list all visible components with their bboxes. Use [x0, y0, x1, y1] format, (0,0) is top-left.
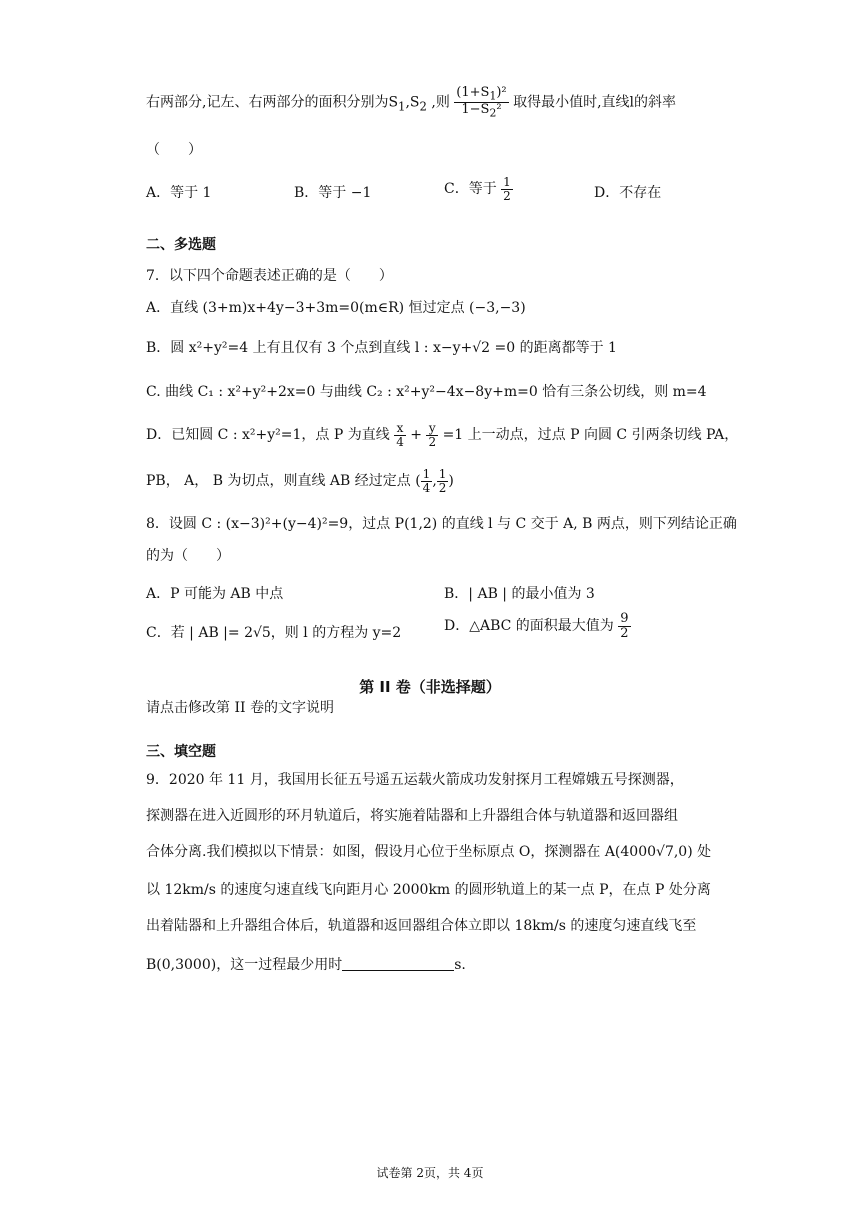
part2-title: 第 II 卷（非选择题） [359, 678, 501, 696]
q7-stem: 7．以下四个命题表述正确的是（ ） [146, 268, 393, 284]
q8-option-a: A．P 可能为 AB 中点 [146, 586, 284, 602]
q7-d-frac2-num: y [426, 422, 438, 436]
q9-line3: 合体分离.我们模拟以下情景：如图，假设月心位于坐标原点 O，探测器在 A(4000√7,0) 处 [146, 844, 712, 860]
q6-option-c-den: 2 [503, 188, 511, 203]
q9-line6-post: s. [454, 957, 466, 973]
q6-frac-num-tail: )² [496, 85, 507, 100]
q7-d-point2-num: 1 [438, 467, 447, 481]
q6-stem-pre: 右两部分,记左、右两部分的面积分别为S [146, 94, 399, 111]
q8-option-b: B．| AB | 的最小值为 3 [444, 586, 595, 602]
q9-answer-blank[interactable] [342, 956, 454, 971]
q6-option-c-num: 1 [503, 175, 511, 189]
q9-line6-pre: B(0,3000)，这一过程最少用时 [146, 957, 343, 973]
q7-d-plus: + [410, 427, 423, 444]
q7-d-point2-den: 2 [438, 480, 447, 495]
q6-option-b: B．等于 −1 [294, 185, 372, 201]
q9-line4: 以 12km/s 的速度匀速直线飞向距月心 2000km 的圆形轨道上的某一点 P，在点 P 处分离 [146, 882, 711, 898]
q7-option-a: A．直线 (3+m)x+4y−3+3m=0(m∈R) 恒过定点 (−3,−3) [146, 300, 526, 316]
q6-option-a: A．等于 1 [146, 185, 212, 201]
q8-option-d-label: D．△ABC 的面积最大值为 [444, 618, 614, 635]
q7-option-b: B．圆 x²+y²=4 上有且仅有 3 个点到直线 l : x−y+√2 =0 的距离都等于 1 [146, 340, 617, 356]
q8-stem-line2: 的为（ ） [146, 548, 230, 564]
q7-d-point1-den: 4 [422, 480, 431, 495]
q8-option-d-fraction [618, 612, 630, 640]
q7-d-point2 [437, 468, 449, 494]
q6-stem-mid2: ,则 [426, 94, 450, 111]
q7-d-frac2-den: 2 [428, 434, 437, 449]
q7-d-point1-num: 1 [422, 467, 431, 481]
q6-option-d: D．不存在 [594, 185, 662, 201]
q6-option-c-fraction [501, 176, 513, 202]
section2-title: 二、多选题 [146, 237, 216, 253]
q7-d-frac2 [426, 422, 438, 448]
q6-stem-post: 取得最小值时,直线l的斜率 [513, 94, 677, 111]
q6-frac-num: (1+S [456, 85, 490, 100]
q7-d-post: =1 上一动点，过点 P 向圆 C 引两条切线 PA， [442, 427, 739, 444]
section3-title: 三、填空题 [146, 744, 216, 760]
q6-fraction: $\frac{(1+S_1)^2}{1-S_2^2}$ [456, 85, 507, 120]
q6-frac-den-tail: ² [496, 101, 502, 117]
q6-option-c [444, 176, 513, 202]
q7-d-frac1-den: 4 [396, 434, 404, 449]
part2-note: 请点击修改第 II 卷的文字说明 [146, 700, 334, 716]
page-footer: 试卷第 2页，共 4页 [376, 1166, 484, 1180]
q8-option-d-num: 9 [620, 611, 629, 626]
q9-line5: 出着陆器和上升器组合体后，轨道器和返回器组合体立即以 18km/s 的速度匀速直线飞至 [146, 918, 697, 934]
q7-d-close: ) [448, 473, 454, 490]
q9-line6 [146, 956, 466, 974]
q8-option-d-den: 2 [620, 625, 629, 641]
q7-d-comma: , [432, 473, 437, 490]
q6-stem-line: 右两部分,记左、右两部分的面积分别为$S_1,S_2$ ,则 $\frac{(1+S_1)^2}{1-S_2^2}$ 取得最小值时,直线l的斜率 [146, 85, 677, 120]
q7-option-c: C. 曲线 C₁ : x²+y²+2x=0 与曲线 C₂ : x²+y²−4x−8y+m=0 恰有三条公切线，则 m=4 [146, 384, 707, 400]
q7-d-pre: D．已知圆 C : x²+y²=1，点 P 为直线 [146, 427, 390, 444]
q9-line2: 探测器在进入近圆形的环月轨道后，将实施着陆器和上升器组合体与轨道器和返回器组 [146, 808, 678, 824]
q7-d-point1 [421, 468, 433, 494]
q8-option-c: C．若 | AB |= 2√5，则 l 的方程为 y=2 [146, 625, 402, 641]
q6-frac-den: 1−S [461, 101, 490, 117]
q7-d-frac1 [394, 422, 406, 448]
q6-option-c-label: C．等于 [444, 181, 497, 198]
q6-paren: （ ） [146, 142, 202, 158]
q9-line1: 9．2020 年 11 月，我国用长征五号遥五运载火箭成功发射探月工程嫦娥五号探测器， [146, 772, 684, 788]
q8-stem-line1: 8．设圆 C : (x−3)²+(y−4)²=9，过点 P(1,2) 的直线 l 与 C 交于 A, B 两点，则下列结论正确 [146, 516, 737, 532]
q6-stem-mid: S [409, 94, 420, 111]
q7-option-d-line2 [146, 468, 454, 494]
q7-option-d-line1 [146, 422, 738, 448]
q8-option-d [444, 612, 631, 640]
q7-d-line2-pre: PB， A， B 为切点，则直线 AB 经过定点 ( [146, 473, 421, 490]
q7-d-frac1-num: x [394, 422, 406, 436]
